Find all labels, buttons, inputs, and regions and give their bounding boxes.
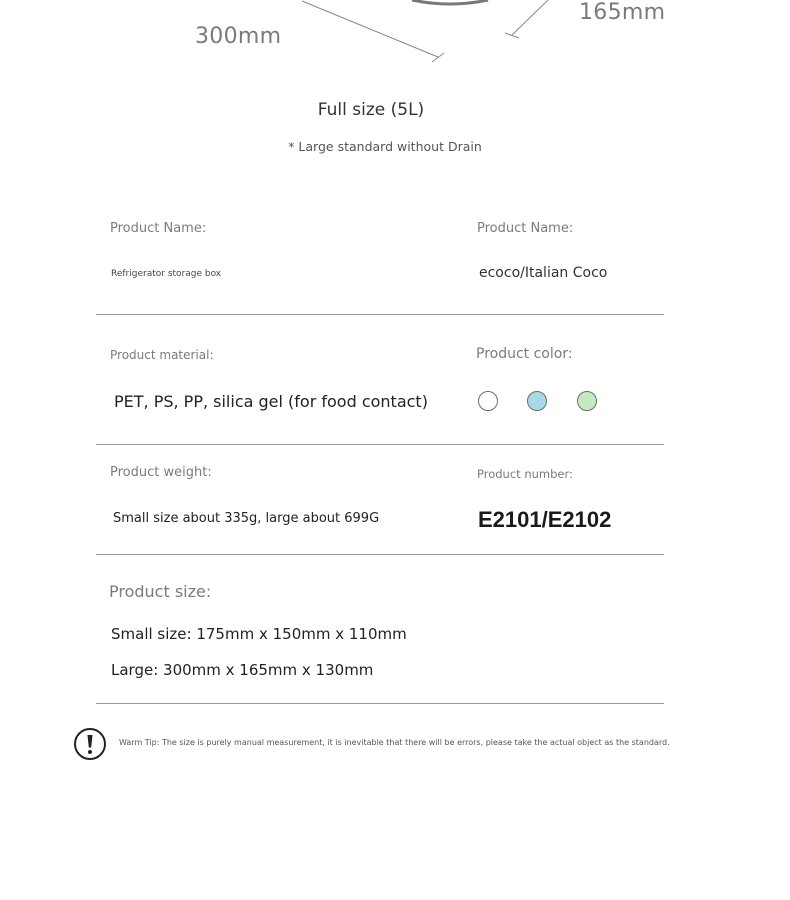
depth-dimension-tick bbox=[505, 33, 519, 38]
product-name-value: Refrigerator storage box bbox=[111, 269, 222, 279]
width-dimension-tick bbox=[432, 53, 444, 62]
diagram-lines bbox=[0, 0, 790, 70]
number-label: Product number: bbox=[477, 467, 573, 481]
warm-tip-text: Warm Tip: The size is purely manual measurement, it is inevitable that there will be errors, please take the actual object as the standard. bbox=[119, 738, 670, 747]
color-swatch-white bbox=[478, 391, 498, 411]
depth-label: 165mm bbox=[579, 0, 666, 25]
divider bbox=[96, 314, 664, 315]
color-label: Product color: bbox=[476, 346, 573, 362]
material-value: PET, PS, PP, silica gel (for food contact) bbox=[114, 392, 428, 411]
size-label: Product size: bbox=[109, 582, 212, 601]
divider bbox=[96, 703, 664, 704]
dimension-diagram bbox=[0, 0, 790, 70]
divider bbox=[96, 444, 664, 445]
size-caption-title: Full size (5L) bbox=[317, 100, 425, 120]
color-swatch-green bbox=[577, 391, 597, 411]
weight-label: Product weight: bbox=[110, 465, 212, 480]
width-dimension-line bbox=[302, 1, 438, 57]
container-outline bbox=[412, 0, 488, 4]
number-value: E2101/E2102 bbox=[478, 507, 612, 532]
depth-dimension-line bbox=[512, 0, 548, 35]
color-swatch-blue bbox=[527, 391, 547, 411]
material-label: Product material: bbox=[110, 348, 214, 362]
product-name-label: Product Name: bbox=[110, 221, 207, 236]
size-small-value: Small size: 175mm x 150mm x 110mm bbox=[111, 625, 407, 643]
size-caption-note: * Large standard without Drain bbox=[288, 139, 482, 154]
brand-label: Product Name: bbox=[477, 221, 574, 236]
exclamation-circle-icon bbox=[74, 728, 106, 760]
size-large-value: Large: 300mm x 165mm x 130mm bbox=[111, 661, 374, 679]
weight-value: Small size about 335g, large about 699G bbox=[113, 511, 380, 526]
brand-value: ecoco/Italian Coco bbox=[479, 265, 608, 281]
width-label: 300mm bbox=[195, 24, 282, 49]
divider bbox=[96, 554, 664, 555]
